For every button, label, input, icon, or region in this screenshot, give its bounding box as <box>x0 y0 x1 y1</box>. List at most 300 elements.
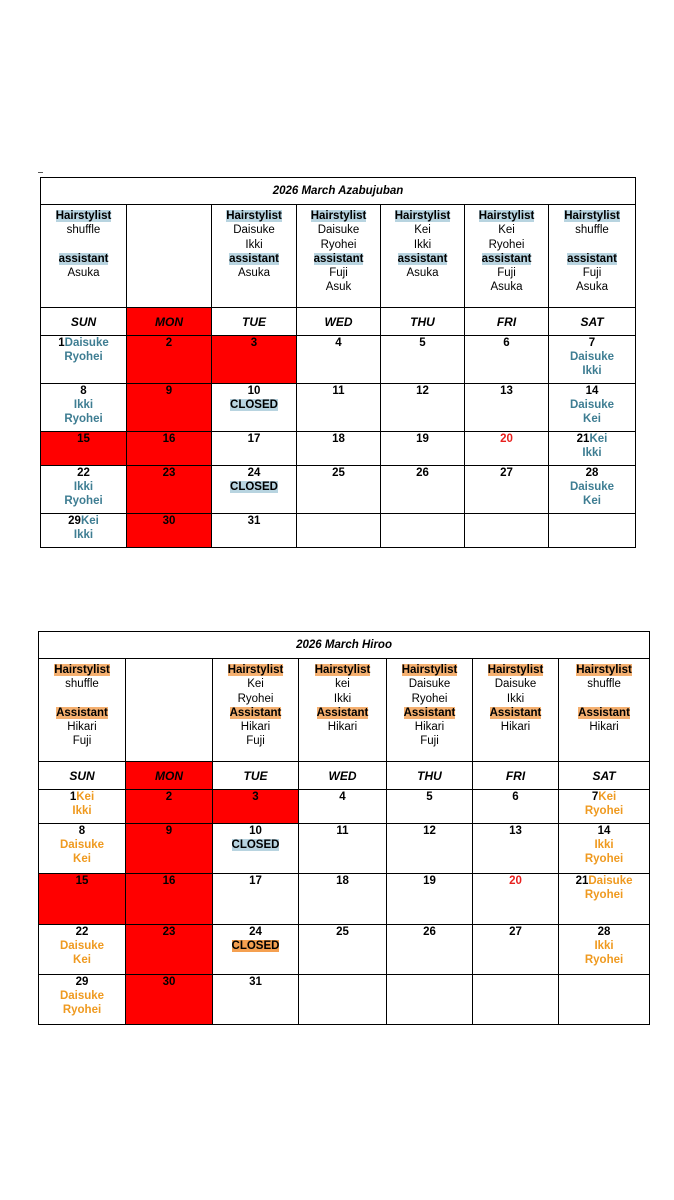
day-line <box>549 336 635 350</box>
staff-cell <box>381 205 465 308</box>
assistant-label: Assistant <box>56 706 108 719</box>
day-cell <box>212 384 297 432</box>
staff-cell <box>559 659 650 762</box>
staff-title <box>39 663 125 677</box>
day-cell <box>297 384 381 432</box>
day-line <box>465 466 548 480</box>
day-line <box>213 874 298 888</box>
day-cell <box>213 824 299 874</box>
day-number: 12 <box>416 385 429 397</box>
staff-cell <box>387 659 473 762</box>
stylist-name: Ryohei <box>62 1004 102 1016</box>
staff-title <box>299 663 386 677</box>
assistant-title <box>465 252 548 266</box>
day-line <box>126 790 212 804</box>
day-number: 10 <box>247 385 261 397</box>
week-row <box>39 925 650 975</box>
day-cell <box>212 432 297 466</box>
day-cell <box>387 790 473 824</box>
stylist-name: Daisuke <box>317 224 360 237</box>
staff-title <box>297 209 380 223</box>
day-number: 3 <box>250 337 258 349</box>
day-cell <box>559 824 650 874</box>
day-line <box>127 336 211 350</box>
weekday-sat: SAT <box>549 308 636 336</box>
day-number: 4 <box>339 791 346 803</box>
day-line <box>559 790 649 804</box>
calendar-hiroo <box>38 631 650 1025</box>
day-number: 11 <box>336 825 349 837</box>
assistant-label: Assistant <box>316 706 369 719</box>
day-number: 1 <box>69 791 77 803</box>
hairstylist-label: Hairstylist <box>310 210 367 222</box>
stylist-name: Ryohei <box>488 238 525 251</box>
day-number: 21 <box>576 433 590 445</box>
stylist-name: Ikki <box>413 238 432 251</box>
day-number: 8 <box>80 385 87 397</box>
staff-cell <box>473 659 559 762</box>
day-number: 23 <box>162 467 176 479</box>
day-line <box>559 925 649 939</box>
day-cell <box>473 975 559 1025</box>
stylist-name: shuffle <box>587 678 621 691</box>
day-cell <box>465 432 549 466</box>
week-row <box>41 514 636 548</box>
closed-badge: CLOSED <box>231 940 280 952</box>
staff-cell <box>299 659 387 762</box>
day-cell <box>559 975 650 1025</box>
day-line <box>126 824 212 838</box>
assistant-label: Assistant <box>578 706 630 719</box>
day-cell <box>213 925 299 975</box>
stylist-name: Kei <box>73 954 91 966</box>
assistant-title <box>39 706 125 720</box>
assistant-name: Asuka <box>490 281 523 294</box>
weekday-thu: THU <box>381 308 465 336</box>
day-line <box>299 925 386 939</box>
day-number: 29 <box>75 976 89 988</box>
assistant-title <box>297 252 380 266</box>
day-number: 19 <box>416 433 429 445</box>
day-number: 18 <box>332 433 345 445</box>
week-row <box>41 384 636 432</box>
day-line <box>473 874 558 888</box>
weekday-thu: THU <box>387 762 473 790</box>
assistant-label: assistant <box>481 252 532 265</box>
day-cell <box>381 432 465 466</box>
stylist-name: Ryohei <box>584 853 624 865</box>
day-cell <box>213 790 299 824</box>
stylist-name: Kei <box>498 224 515 237</box>
day-line <box>381 384 464 398</box>
stylist-name: Daisuke <box>569 351 615 363</box>
weekday-sat: SAT <box>559 762 650 790</box>
day-cell <box>549 432 636 466</box>
week-row <box>41 336 636 384</box>
day-number: 30 <box>162 976 176 988</box>
day-cell <box>297 466 381 514</box>
stylist-name: Daisuke <box>59 940 105 952</box>
hairstylist-label: Hairstylist <box>55 210 112 222</box>
stylist-name: Ryohei <box>64 351 103 363</box>
day-line <box>126 925 212 939</box>
day-line <box>299 874 386 888</box>
day-cell <box>39 874 126 925</box>
day-line <box>212 466 296 480</box>
day-number: 18 <box>336 875 349 887</box>
day-number: 15 <box>75 875 89 887</box>
assistant-name: Fuji <box>246 735 265 748</box>
day-cell <box>126 824 213 874</box>
day-number: 11 <box>332 385 345 397</box>
weekday-fri: FRI <box>473 762 559 790</box>
spacer <box>559 692 649 706</box>
day-cell <box>126 790 213 824</box>
day-line <box>127 432 211 446</box>
stylist-name: Ryohei <box>584 805 624 817</box>
day-cell <box>297 432 381 466</box>
weekday-tue: TUE <box>212 308 297 336</box>
day-line <box>559 824 649 838</box>
stylist-name: Daisuke <box>64 337 109 349</box>
stylist-name: Kei <box>414 224 431 237</box>
day-line <box>127 466 211 480</box>
week-row <box>41 432 636 466</box>
day-cell <box>127 336 212 384</box>
staff-title <box>465 209 548 223</box>
stylist-name: Kei <box>73 853 91 865</box>
stylist-name: Ryohei <box>64 495 103 507</box>
day-cell <box>299 874 387 925</box>
assistant-name: Hikari <box>500 721 531 734</box>
day-number: 30 <box>162 515 176 527</box>
day-cell <box>41 336 127 384</box>
day-number: 13 <box>500 385 513 397</box>
day-line <box>381 432 464 446</box>
stylist-name: Ikki <box>245 238 263 251</box>
day-number: 26 <box>423 926 436 938</box>
day-number: 16 <box>162 875 176 887</box>
day-number: 7 <box>591 791 599 803</box>
assistant-title <box>41 252 126 266</box>
day-line <box>212 384 296 398</box>
day-line <box>465 336 548 350</box>
stylist-name: Ikki <box>594 839 614 851</box>
weekday-wed: WED <box>297 308 381 336</box>
staff-cell <box>127 205 212 308</box>
stylist-name: Daisuke <box>59 990 105 1002</box>
assistant-title <box>473 706 558 720</box>
day-cell <box>387 824 473 874</box>
day-line <box>387 790 472 804</box>
stylist-name: Ryohei <box>237 692 274 705</box>
closed-line <box>212 480 296 494</box>
day-number: 31 <box>249 976 262 988</box>
day-cell <box>549 514 636 548</box>
hairstylist-label: Hairstylist <box>487 664 544 676</box>
stylist-name: Ikki <box>73 529 94 541</box>
day-cell <box>126 975 213 1025</box>
day-number: 3 <box>252 791 259 803</box>
assistant-label: Assistant <box>403 706 456 719</box>
week-row <box>39 975 650 1025</box>
assistant-title <box>387 706 472 720</box>
staff-row <box>39 659 650 762</box>
weekday-mon: MON <box>126 762 213 790</box>
stylist-name: Daisuke <box>494 678 537 691</box>
stylist-name: Ikki <box>582 365 602 377</box>
staff-row <box>41 205 636 308</box>
assistant-title <box>213 706 298 720</box>
stylist-name: Ryohei <box>64 413 103 425</box>
hairstylist-label: Hairstylist <box>394 210 451 222</box>
day-number: 24 <box>249 926 262 938</box>
day-cell <box>39 824 126 874</box>
day-number: 28 <box>585 467 599 479</box>
week-row <box>39 874 650 925</box>
day-cell <box>549 336 636 384</box>
assistant-label: Assistant <box>489 706 542 719</box>
day-cell <box>127 432 212 466</box>
day-number: 25 <box>332 467 345 479</box>
day-cell <box>381 466 465 514</box>
day-line <box>381 466 464 480</box>
day-cell <box>299 790 387 824</box>
assistant-name: Fuji <box>420 735 439 748</box>
staff-title <box>473 663 558 677</box>
spacer <box>549 238 635 252</box>
staff-title <box>381 209 464 223</box>
weekday-fri: FRI <box>465 308 549 336</box>
hairstylist-label: Hairstylist <box>576 664 632 676</box>
day-number: 7 <box>588 337 596 349</box>
assistant-label: assistant <box>313 252 364 265</box>
day-number: 27 <box>509 926 522 938</box>
day-cell <box>213 975 299 1025</box>
day-number: 22 <box>75 926 89 938</box>
day-line <box>465 432 548 446</box>
day-number: 29 <box>68 515 81 527</box>
stylist-name: Daisuke <box>569 399 615 411</box>
stylist-name: Ikki <box>333 692 352 705</box>
spacer <box>39 692 125 706</box>
day-number: 4 <box>335 337 342 349</box>
day-number: 31 <box>247 515 261 527</box>
day-cell <box>465 466 549 514</box>
assistant-name: Asuka <box>406 267 439 280</box>
day-number: 12 <box>423 825 436 837</box>
stylist-name: Daisuke <box>588 875 633 887</box>
day-cell <box>127 514 212 548</box>
day-line <box>41 336 126 350</box>
day-number: 13 <box>509 825 522 837</box>
day-line <box>213 790 298 804</box>
day-number: 6 <box>503 337 510 349</box>
day-line <box>297 466 380 480</box>
staff-cell <box>212 205 297 308</box>
day-number: 1 <box>58 337 65 349</box>
day-number: 5 <box>419 337 426 349</box>
stylist-name: Daisuke <box>408 678 451 691</box>
day-line <box>473 824 558 838</box>
assistant-title <box>381 252 464 266</box>
assistant-name: Hikari <box>327 721 358 734</box>
assistant-label: assistant <box>58 252 109 265</box>
day-number: 20 <box>500 433 513 445</box>
day-line <box>126 874 212 888</box>
day-number: 10 <box>249 825 262 837</box>
assistant-label: assistant <box>229 252 279 265</box>
staff-title <box>387 663 472 677</box>
page-mark <box>38 172 43 173</box>
day-line <box>127 514 211 528</box>
day-cell <box>126 874 213 925</box>
hairstylist-label: Hairstylist <box>564 210 620 222</box>
day-line <box>213 925 298 939</box>
staff-cell <box>549 205 636 308</box>
assistant-title <box>559 706 649 720</box>
day-cell <box>473 925 559 975</box>
day-line <box>297 336 380 350</box>
day-cell <box>465 384 549 432</box>
stylist-name: Ikki <box>72 805 92 817</box>
day-cell <box>299 925 387 975</box>
stylist-name: Kei <box>80 515 99 527</box>
week-row <box>39 790 650 824</box>
calendar-title: 2026 March Hiroo <box>39 632 650 659</box>
day-cell <box>549 384 636 432</box>
day-cell <box>381 384 465 432</box>
day-cell <box>473 790 559 824</box>
stylist-name: shuffle <box>575 224 609 237</box>
day-number: 22 <box>77 467 90 479</box>
hairstylist-label: Hairstylist <box>401 664 458 676</box>
day-line <box>41 466 126 480</box>
day-line <box>473 790 558 804</box>
day-line <box>213 824 298 838</box>
day-number: 24 <box>247 467 261 479</box>
day-number: 2 <box>165 791 173 803</box>
stylist-name: kei <box>335 678 350 691</box>
weekday-mon: MON <box>127 308 212 336</box>
staff-title <box>559 663 649 677</box>
staff-cell <box>39 659 126 762</box>
stylist-name: shuffle <box>66 224 101 237</box>
assistant-name: Hikari <box>414 721 445 734</box>
week-row <box>39 824 650 874</box>
day-number: 28 <box>597 926 611 938</box>
stylist-name: Ikki <box>73 481 94 493</box>
closed-line <box>213 838 298 852</box>
closed-line <box>213 939 298 953</box>
day-cell <box>127 466 212 514</box>
day-cell <box>381 514 465 548</box>
hairstylist-label: Hairstylist <box>314 664 371 676</box>
day-cell <box>473 824 559 874</box>
hairstylist-label: Hairstylist <box>478 210 535 222</box>
day-cell <box>297 514 381 548</box>
assistant-label: assistant <box>567 252 617 265</box>
day-cell <box>39 790 126 824</box>
day-cell <box>297 336 381 384</box>
assistant-name: Hikari <box>67 720 97 733</box>
day-cell <box>387 925 473 975</box>
stylist-name: Kei <box>598 791 617 803</box>
day-line <box>39 975 125 989</box>
stylist-name: Daisuke <box>233 224 275 237</box>
day-line <box>39 874 125 888</box>
stylist-name: Ikki <box>594 940 614 952</box>
day-line <box>549 466 635 480</box>
assistant-name: Asuka <box>67 266 100 279</box>
weekday-header-row <box>41 308 636 336</box>
day-number: 8 <box>78 825 86 837</box>
staff-title <box>212 209 296 223</box>
hairstylist-label: Hairstylist <box>227 664 284 676</box>
day-cell <box>41 466 127 514</box>
day-number: 17 <box>249 875 262 887</box>
day-line <box>41 432 126 446</box>
day-cell <box>39 925 126 975</box>
assistant-title <box>549 252 635 266</box>
assistant-name: Fuji <box>582 266 602 279</box>
staff-title <box>213 663 298 677</box>
day-line <box>381 336 464 350</box>
day-cell <box>549 466 636 514</box>
stylist-name: Daisuke <box>569 481 615 493</box>
day-line <box>127 384 211 398</box>
staff-title <box>41 209 126 223</box>
assistant-name: Asuka <box>238 267 270 280</box>
day-cell <box>41 514 127 548</box>
day-cell <box>126 925 213 975</box>
stylist-name: Kei <box>76 791 95 803</box>
day-cell <box>299 824 387 874</box>
staff-cell <box>213 659 299 762</box>
day-line <box>41 514 126 528</box>
assistant-label: assistant <box>397 252 448 265</box>
day-line <box>387 824 472 838</box>
day-line <box>549 384 635 398</box>
assistant-name: Hikari <box>240 721 271 734</box>
day-line <box>39 790 125 804</box>
day-line <box>126 975 212 989</box>
closed-badge: CLOSED <box>230 481 278 493</box>
staff-cell <box>465 205 549 308</box>
day-number: 26 <box>416 467 429 479</box>
hairstylist-label: Hairstylist <box>226 210 282 222</box>
calendar-title: 2026 March Azabujuban <box>41 178 636 205</box>
stylist-name: Ryohei <box>320 238 357 251</box>
day-number: 9 <box>165 385 173 397</box>
day-number: 27 <box>500 467 513 479</box>
closed-line <box>212 398 296 412</box>
stylist-name: Ryohei <box>584 954 624 966</box>
hairstylist-label: Hairstylist <box>54 664 110 676</box>
staff-title <box>549 209 635 223</box>
day-number: 15 <box>77 433 90 445</box>
stylist-name: Ryohei <box>584 889 624 901</box>
day-cell <box>212 466 297 514</box>
day-number: 19 <box>423 875 436 887</box>
day-cell <box>381 336 465 384</box>
spacer <box>41 238 126 252</box>
day-line <box>299 824 386 838</box>
day-cell <box>465 514 549 548</box>
day-cell <box>387 874 473 925</box>
day-line <box>559 874 649 888</box>
calendar-azabujuban <box>40 177 636 548</box>
